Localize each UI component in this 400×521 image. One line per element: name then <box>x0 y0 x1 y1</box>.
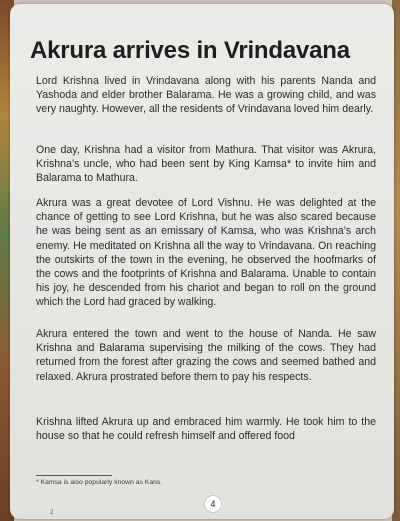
footnote-divider <box>36 475 112 476</box>
paragraph-4: Akrura entered the town and went to the house of Nanda. He saw Krishna and Balarama supervising the milking of the cows. They had returned from the forest after grazing the cows and seemed bathed and relaxed. Akrura prostrated before them to pay his respects. <box>36 328 376 383</box>
paragraph-1: Lord Krishna lived in Vrindavana along with his parents Nanda and Yashoda and elder brother Balarama. He was a growing child, and was very naughty. However, all the residents of Vrindavana loved him dearly. <box>36 75 376 116</box>
paragraph-2: One day, Krishna had a visitor from Mathura. That visitor was Akrura, Krishna’s uncle, who had been sent by King Kamsa* to invite him and Balarama to Mathura. <box>36 144 376 185</box>
page-title: Akrura arrives in Vrindavana <box>30 37 350 64</box>
footnote: * Kamsa is also popularly known as Kans. <box>36 479 163 486</box>
paragraph-3: Akrura was a great devotee of Lord Vishnu. He was delighted at the chance of getting to see Lord Krishna, but he was also scared because he was being sent as an emissary of Kamsa, who was Krishna’s arch enemy. He meditated on Krishna all the way to Vrindavana. On reaching the outskirts of the town in the evening, he observed the hoofmarks of the cows and the footprints of Krishna and Balarama. Unable to contain his joy, he descended from his chariot and began to roll on the ground which the Lord had graced by walking. <box>36 197 376 309</box>
book-page <box>10 4 394 519</box>
print-mark: 2 <box>50 510 54 516</box>
page-number-badge: 4 <box>204 495 222 513</box>
paragraph-5: Krishna lifted Akrura up and embraced him warmly. He took him to the house so that he could refresh himself and offered food <box>36 416 376 443</box>
